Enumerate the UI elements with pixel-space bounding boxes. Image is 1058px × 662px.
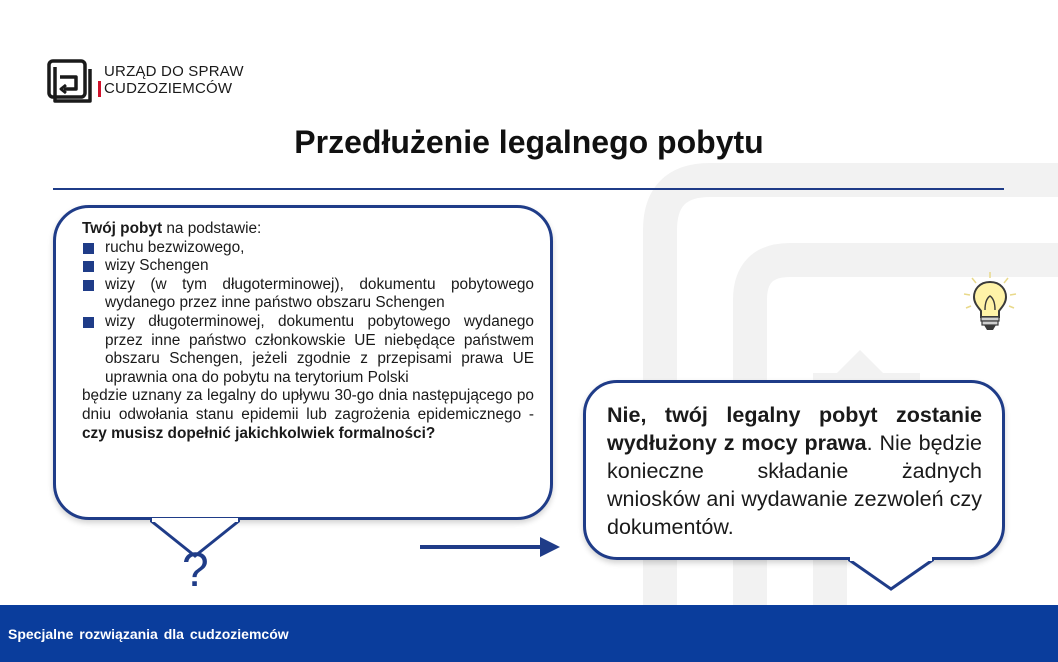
logo-line-2: CUDZOZIEMCÓW xyxy=(104,80,233,97)
page-title: Przedłużenie legalnego pobytu xyxy=(294,124,764,160)
intro-bold: Twój pobyt xyxy=(82,220,163,237)
logo-mark-icon xyxy=(46,55,96,105)
question-mark: ? xyxy=(182,544,209,597)
arrow-right-icon xyxy=(420,535,560,559)
intro-rest: na podstawie: xyxy=(162,220,262,237)
bullet-square-icon xyxy=(83,280,94,291)
logo xyxy=(46,55,286,105)
answer-bold: Nie, twój legalny pobyt zostanie wydłużony z mocy prawa xyxy=(607,403,982,455)
list-item: wizy (w tym długoterminowej), dokumentu pobytowego wydanego przez inne państwo obszaru Schengen xyxy=(82,276,534,313)
bullet-square-icon xyxy=(83,243,94,254)
question-bold: czy musisz dopełnić jakichkolwiek formalności? xyxy=(82,424,436,442)
list-item: wizy długoterminowej, dokumentu pobytowego wydanego przez inne państwo członkowskie UE niebędące państwem obszaru Schengen, jeżeli zgodnie z przepisami prawa UE uprawnia ona do pobytu na terytorium Polski xyxy=(82,313,534,387)
question-outro: będzie uznany za legalny do upływu 30-go dnia następującego po dniu odwołania stanu epidemii lub zagrożenia epidemicznego - czy musisz dopełnić jakichkolwiek formalności? xyxy=(82,387,534,442)
question-text xyxy=(82,220,534,443)
list-item: ruchu bezwizowego, xyxy=(82,239,534,258)
answer-text xyxy=(607,401,982,541)
answer-bubble-tail xyxy=(848,557,934,591)
answer-rest: . Nie będzie konieczne składanie żadnych wniosków ani wydawanie zezwoleń czy dokumentów. xyxy=(607,431,982,539)
list-item: wizy Schengen xyxy=(82,257,534,276)
lightbulb-icon xyxy=(960,270,1020,334)
footer-text: Specjalne rozwiązania dla cudzoziemców xyxy=(8,626,289,642)
bullet-square-icon xyxy=(83,317,94,328)
logo-text xyxy=(104,63,244,97)
logo-line-1: URZĄD DO SPRAW xyxy=(104,63,244,80)
title-divider xyxy=(53,188,1004,190)
basis-list xyxy=(82,239,534,388)
logo-red-bar xyxy=(98,81,101,97)
bullet-square-icon xyxy=(83,261,94,272)
